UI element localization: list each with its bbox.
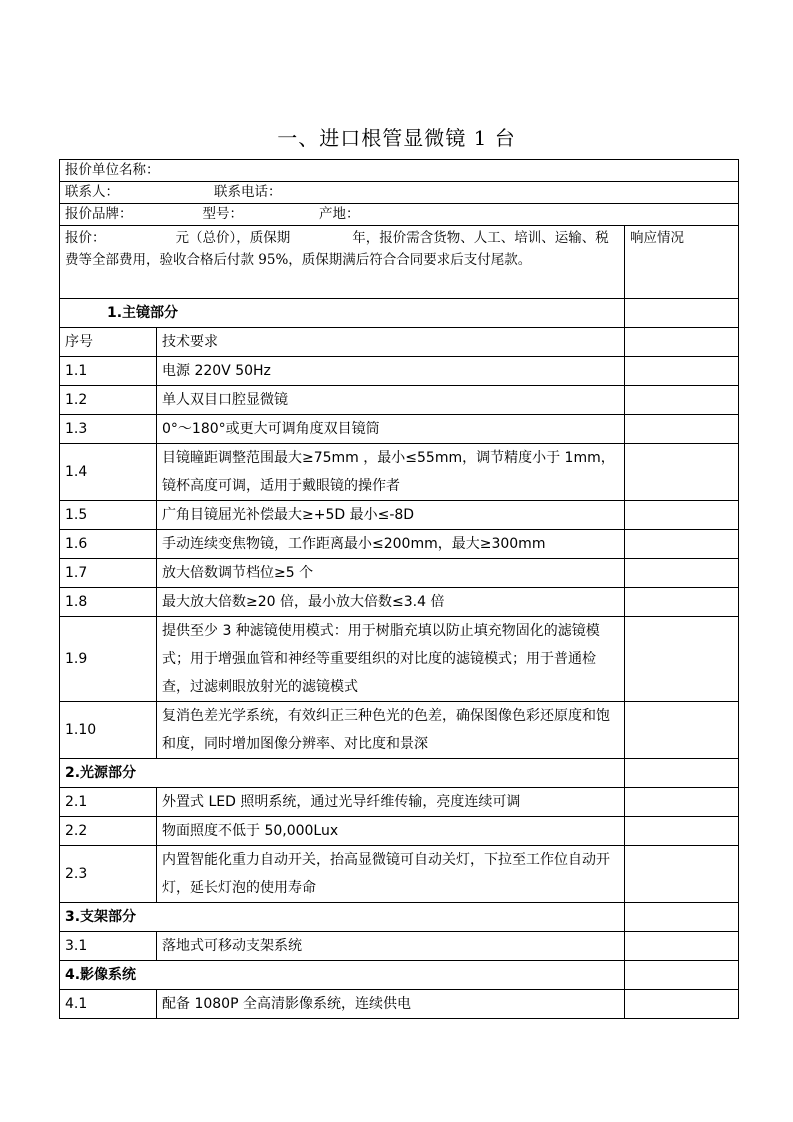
- response-cell: [625, 415, 739, 444]
- row-no: 2.3: [60, 846, 157, 903]
- section-title: 1.主镜部分: [60, 299, 625, 328]
- response-cell: [625, 444, 739, 501]
- quote-total: 元（总价），质保期: [175, 230, 291, 246]
- table-row: [60, 990, 739, 1019]
- response-cell: [625, 990, 739, 1019]
- response-cell: [625, 846, 739, 903]
- quote-terms: [60, 226, 625, 299]
- table-row: [60, 559, 739, 588]
- row-no: 2.2: [60, 817, 157, 846]
- table-row: [60, 444, 739, 501]
- row-no: 1.10: [60, 702, 157, 759]
- section-title: 2.光源部分: [60, 759, 625, 788]
- response-cell: [625, 903, 739, 932]
- section-title: 4.影像系统: [60, 961, 625, 990]
- response-cell: [625, 961, 739, 990]
- row-no: 1.3: [60, 415, 157, 444]
- row-no: 1.2: [60, 386, 157, 415]
- table-row: [60, 501, 739, 530]
- section-header-row: [60, 961, 739, 990]
- response-cell: [625, 932, 739, 961]
- row-spec: 内置智能化重力自动开关，抬高显微镜可自动关灯，下拉至工作位自动开灯，延长灯泡的使用寿命: [157, 846, 625, 903]
- response-cell: [625, 817, 739, 846]
- row-no: 4.1: [60, 990, 157, 1019]
- row-spec: 手动连续变焦物镜，工作距离最小≤200mm，最大≥300mm: [157, 530, 625, 559]
- spec-table: [59, 159, 739, 1019]
- row-no: 1.1: [60, 357, 157, 386]
- page-title: 一、进口根管显微镜 1 台: [277, 126, 516, 150]
- response-cell: [625, 588, 739, 617]
- row-spec: 复消色差光学系统，有效纠正三种色光的色差，确保图像色彩还原度和饱和度，同时增加图像分辨率、对比度和景深: [157, 702, 625, 759]
- column-no: 序号: [60, 328, 157, 357]
- table-row: [60, 530, 739, 559]
- contact-row: [60, 182, 739, 204]
- table-row: [60, 588, 739, 617]
- response-cell: [625, 328, 739, 357]
- table-row: [60, 617, 739, 702]
- row-spec: 广角目镜屈光补偿最大≥+5D 最小≤-8D: [157, 501, 625, 530]
- response-cell: [625, 530, 739, 559]
- model-label: 型号：: [202, 206, 243, 222]
- quote-label: 报价：: [65, 230, 106, 246]
- origin-label: 产地：: [319, 206, 360, 222]
- row-spec: 单人双目口腔显微镜: [157, 386, 625, 415]
- row-no: 1.4: [60, 444, 157, 501]
- response-cell: [625, 559, 739, 588]
- row-spec: 提供至少 3 种滤镜使用模式：用于树脂充填以防止填充物固化的滤镜模式；用于增强血管和神经等重要组织的对比度的滤镜模式；用于普通检查，过滤刺眼放射光的滤镜模式: [157, 617, 625, 702]
- column-header-row: [60, 328, 739, 357]
- row-spec: 电源 220V 50Hz: [157, 357, 625, 386]
- row-spec: 放大倍数调节档位≥5 个: [157, 559, 625, 588]
- table-row: [60, 386, 739, 415]
- section-header-row: [60, 759, 739, 788]
- row-spec: 0°～180°或更大可调角度双目镜筒: [157, 415, 625, 444]
- table-row: [60, 702, 739, 759]
- row-spec: 最大放大倍数≥20 倍，最小放大倍数≤3.4 倍: [157, 588, 625, 617]
- row-no: 1.6: [60, 530, 157, 559]
- row-spec: 外置式 LED 照明系统，通过光导纤维传输，亮度连续可调: [157, 788, 625, 817]
- row-no: 2.1: [60, 788, 157, 817]
- response-cell: [625, 759, 739, 788]
- row-no: 1.9: [60, 617, 157, 702]
- row-spec: 目镜瞳距调整范围最大≥75mm ，最小≤55mm，调节精度小于 1mm，镜杯高度可调，适用于戴眼镜的操作者: [157, 444, 625, 501]
- response-cell: [625, 299, 739, 328]
- section-header-row: [60, 903, 739, 932]
- table-row: [60, 357, 739, 386]
- row-spec: 落地式可移动支架系统: [157, 932, 625, 961]
- section-title: 3.支架部分: [60, 903, 625, 932]
- response-cell: [625, 501, 739, 530]
- response-header: 响应情况: [625, 226, 739, 299]
- quote-row: [60, 226, 739, 299]
- bidder-row: [60, 160, 739, 182]
- phone-label: 联系电话：: [214, 184, 282, 200]
- quote-conditions: 年，报价需含货物、人工、培训、运输、税费等全部费用，验收合格后付款 95%，质保期满后符合合同要求后支付尾款。: [65, 230, 609, 268]
- section-header-row: [60, 299, 739, 328]
- row-no: 1.8: [60, 588, 157, 617]
- response-cell: [625, 386, 739, 415]
- bidder-label: 报价单位名称：: [60, 160, 739, 182]
- table-row: [60, 846, 739, 903]
- row-no: 1.7: [60, 559, 157, 588]
- contact-label: 联系人：: [65, 184, 119, 200]
- row-no: 3.1: [60, 932, 157, 961]
- response-cell: [625, 357, 739, 386]
- table-row: [60, 788, 739, 817]
- row-no: 1.5: [60, 501, 157, 530]
- table-row: [60, 415, 739, 444]
- table-row: [60, 817, 739, 846]
- brand-label: 报价品牌：: [65, 206, 133, 222]
- column-spec: 技术要求: [157, 328, 625, 357]
- brand-row: [60, 204, 739, 226]
- response-cell: [625, 788, 739, 817]
- row-spec: 物面照度不低于 50,000Lux: [157, 817, 625, 846]
- response-cell: [625, 702, 739, 759]
- table-row: [60, 932, 739, 961]
- row-spec: 配备 1080P 全高清影像系统，连续供电: [157, 990, 625, 1019]
- response-cell: [625, 617, 739, 702]
